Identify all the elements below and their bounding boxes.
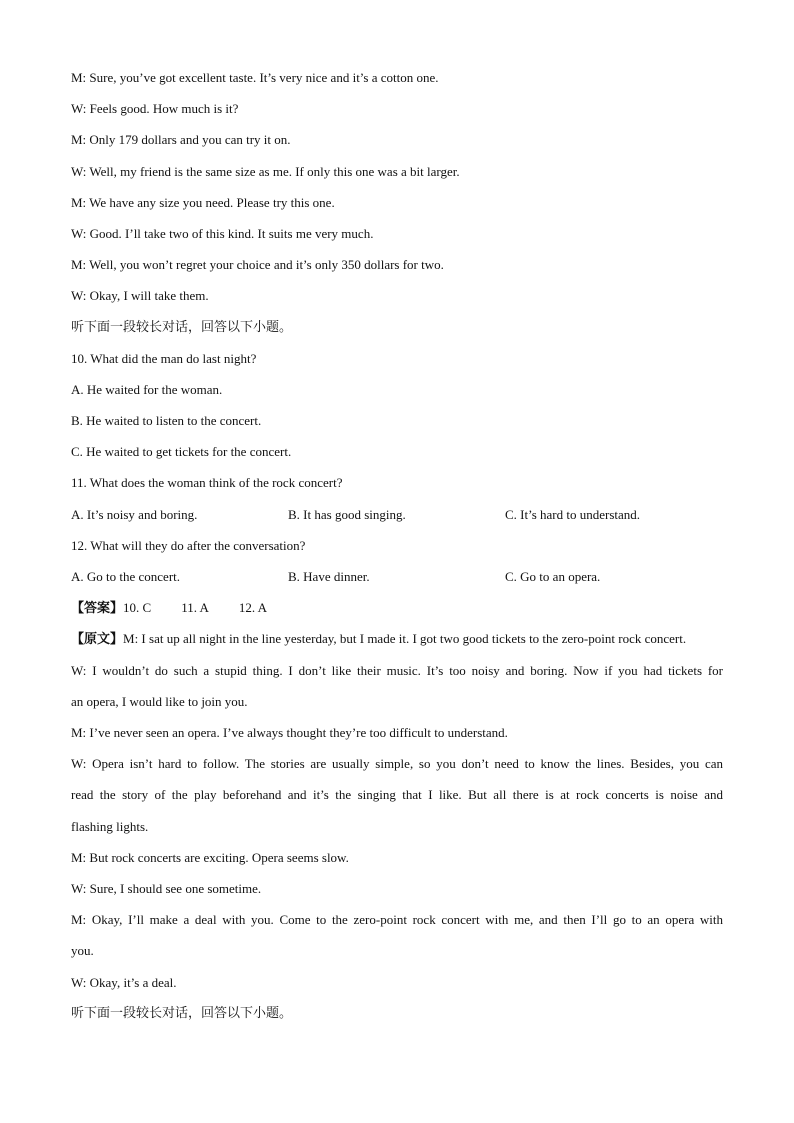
q12-option-a: A. Go to the concert. <box>71 569 181 584</box>
transcript-line: M: I’ve never seen an opera. I’ve always thought they’re too difficult to understand. <box>71 724 508 740</box>
answer-label: 【答案】 <box>71 601 124 617</box>
transcript-line <box>71 623 723 654</box>
section-instruction: 听下面一段较长对话，回答以下小题。 <box>71 1005 293 1021</box>
transcript-line: M: But rock concerts are exciting. Opera seems slow. <box>71 849 349 865</box>
dialogue-line: W: Good. I’ll take two of this kind. It suits me very much. <box>71 225 374 241</box>
transcript-paragraph <box>71 904 723 966</box>
transcript-line: read the story of the play beforehand and it’s the singing that I like. But all there is at rock concerts is noise and <box>71 787 723 803</box>
dialogue-line: W: Okay, I will take them. <box>71 288 209 304</box>
q11-options <box>71 499 723 530</box>
q12-options <box>71 561 723 592</box>
question-12: 12. What will they do after the conversation? <box>71 537 306 553</box>
answer-10: 10. C <box>123 600 152 616</box>
transcript-label: 【原文】 <box>71 632 124 648</box>
dialogue-line: W: Well, my friend is the same size as me. If only this one was a bit larger. <box>71 163 460 179</box>
transcript-line: an opera, I would like to join you. <box>71 693 248 709</box>
transcript-paragraph <box>71 748 723 842</box>
dialogue-line: M: Only 179 dollars and you can try it on. <box>71 132 291 148</box>
answer-key <box>71 592 723 623</box>
transcript-line: W: Okay, it’s a deal. <box>71 974 177 990</box>
transcript-line: you. <box>71 943 94 959</box>
transcript-text: M: I sat up all night in the line yesterday, but I made it. I got two good tickets to the zero-point rock concert. <box>123 631 687 647</box>
q10-option-c: C. He waited to get tickets for the concert. <box>71 444 292 460</box>
transcript-line: M: Okay, I’ll make a deal with you. Come to the zero-point rock concert with me, and then I’ll go to an opera with <box>71 912 723 928</box>
section-instruction: 听下面一段较长对话，回答以下小题。 <box>71 319 293 335</box>
q12-option-b: B. Have dinner. <box>288 569 370 584</box>
dialogue-line: M: We have any size you need. Please try this one. <box>71 194 335 210</box>
q11-option-b: B. It has good singing. <box>288 506 406 522</box>
transcript-paragraph <box>71 655 723 717</box>
dialogue-line: M: Sure, you’ve got excellent taste. It’s very nice and it’s a cotton one. <box>71 70 439 85</box>
dialogue-line: W: Feels good. How much is it? <box>71 101 239 117</box>
transcript-line: W: Opera isn’t hard to follow. The stories are usually simple, so you don’t need to know the lines. Besides, you can <box>71 756 723 772</box>
q10-option-a: A. He waited for the woman. <box>71 381 223 397</box>
document-page <box>71 62 723 1029</box>
question-10: 10. What did the man do last night? <box>71 350 257 366</box>
q11-option-a: A. It’s noisy and boring. <box>71 506 198 522</box>
dialogue-line: M: Well, you won’t regret your choice and it’s only 350 dollars for two. <box>71 257 444 273</box>
q10-option-b: B. He waited to listen to the concert. <box>71 413 262 429</box>
q12-option-c: C. Go to an opera. <box>505 569 601 584</box>
transcript-line: W: Sure, I should see one sometime. <box>71 880 262 896</box>
transcript-line: flashing lights. <box>71 818 149 834</box>
transcript-line: W: I wouldn’t do such a stupid thing. I don’t like their music. It’s too noisy and boring. Now if you had tickets for <box>71 662 723 678</box>
question-11: 11. What does the woman think of the rock concert? <box>71 475 343 491</box>
answer-11: 11. A <box>181 600 209 616</box>
answer-12: 12. A <box>238 600 268 616</box>
q11-option-c: C. It’s hard to understand. <box>505 506 641 522</box>
